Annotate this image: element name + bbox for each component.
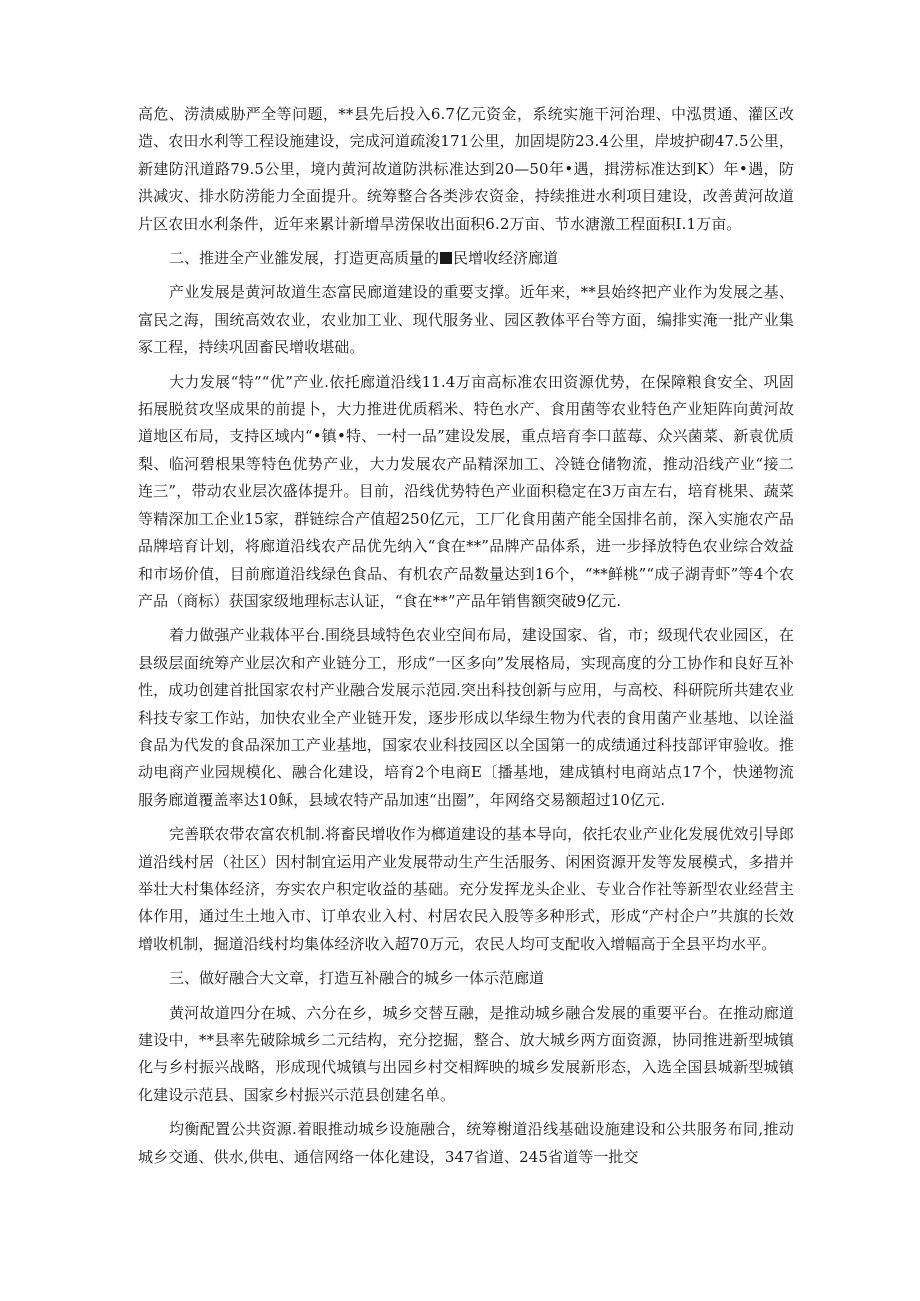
document-body <box>138 101 794 1178</box>
section-heading-industry-text-end: 民增收经济廊道 <box>453 249 559 268</box>
paragraph-public-resources: 均衡配置公共资源.着眼推动城乡设施融合，统筹榭道沿线基础设施建设和公共服务布同,推动城乡交通、供水,供电、通信网络一体化建设，347省道、245省道等一批交 <box>138 1120 794 1166</box>
paragraph-urban-rural: 黄河故道四分在城、六分在乡，城乡交替互融，是推动城乡融合发展的重要平台。在推动廊道建设中，**县率先破除城乡二元结构，充分挖掘，整合、放大城乡两方面资源，协同推进新型城镇化与乡村振兴战略，形成现代城镇与出园乡村交相辉映的城乡发展新形态，入选全国县城新型城镇化建设示范县、国家乡村振兴示范县创建名单。 <box>138 1003 794 1104</box>
paragraph-industry-platform: 着力做强产业栽体平台.围绕县域特色农业空间布局，建设国家、省，市；级现代农业园区，在县级层面统筹产业层次和产业链分工，形成“一区多向”发展格局，实现高度的分工协作和良好互补性，成功创建首批国家农村产业融合发展示范园.突出科技创新与应用，与高校、科研院所共建农业科技专家工作站，加快农业全产业链开发，逐步形成以华绿生物为代表的食用菌产业基地、以诠溢食品为代发的食品深加工产业基地，国家农业科技园区以全国第一的成绩通过科技部评审验收。推动电商产业园规模化、融合化建设，培育2个电商E〔播基地，建成镇村电商站点17个，快递物流服务廊道覆盖率达10稣，县域农特产品加速“出圈”，年网络交易额超过10亿元. <box>138 626 794 809</box>
section-heading-integration: 三、做好融合大文章，打造互补融合的城乡一体示范廊道 <box>169 969 545 988</box>
paragraph-water-conservancy: 高危、涝渍威胁严全等问题，**县先后投入6.7亿元资金，系统实施干河治理、中泓贯通、灌区改造、农田水利等工程设施建设，完成河道疏浚171公里，加固堤防23.4公里，岸坡护砌47.5公里，新建防汛道路79.5公里，境内黄河故道防洪标准达到20—50年•遇，揖涝标准达到K）年•遇，防洪减灾、排水防涝能力全面提升。统筹整合各类涉农资金，持续推进水利项目建设，改善黄河故道片区农田水利条件，近年来累计新增旱涝保收出面积6.2万亩、节水溏激工程面积I.1万亩。 <box>138 105 794 233</box>
section-heading-industry <box>138 245 794 272</box>
paragraph-special-industries: 大力发展“特”“优”产业.依托廊道沿线11.4万亩高标准农田资源优势，在保障粮食安全、巩固拓展脱贫攻坚成果的前提卜，大力推进优质稻米、特色水产、食用菌等农业特色产业矩阵向黄河故道地区布局，支持区域内“•镇•特、一村一品”建设发展，重点培育李口蓝莓、众兴菌菜、新袁优质梨、临河碧根果等特色优势产业，大力发展农产品精深加工、冷链仓储物流，推动沿线产业“接二连三”，带动农业层次盛体提升。目前，沿线优势特色产业面积稳定在3万亩左右，培育桃果、蔬菜等精深加工企业15家，群链综合产值超250亿元，工厂化食用菌产能全国排名前，深入实施农产品品牌培育计划，将廊道沿线农产品优先纳入“食在**”品牌产品体系，进一步择放特色农业综合效益和市场价值，目前廊道沿线绿色食品、有机农产品数量达到16个，“**鲜桃”“成子湖青虾”等4个农产品（商标）获国家级地理标志认证，“食在**”产品年销售额突破9亿元. <box>138 372 794 610</box>
paragraph-income-mechanism: 完善联农带农富农机制.将畜民增收作为榔道建设的基本导向，依托农业产业化发展优效引导郎道沿线村居（社区）因村制宜运用产业发展带动生产生活服务、闲困资源开发等发展模式，多措并举壮大村集体经济，夯实农户积定收益的基础。充分发挥龙头企业、专业合作社等新型农业经营主体作用，通过生土地入市、订单农业入村、村居农民入股等多种形式，形成“产村企户”共旗的长效增收机制，掘道沿线村均集体经济收入超70万元，农民人均可支配收入增幅高于全县平均水平。 <box>138 825 794 953</box>
paragraph-industry-intro: 产业发展是黄河故道生态富民廊道建设的重要支撑。近年来，**县始终把产业作为发展之基、富民之海，围统高效农业，农业加工业、现代服务业、园区教体平台等方面，编排实淹一批产业集冢工程，持续巩固畜民增收堪础。 <box>138 283 794 357</box>
section-heading-industry-text-start: 二、推进全产业雒发展，打造更高质量的 <box>169 249 440 268</box>
redaction-block-icon <box>440 252 452 264</box>
